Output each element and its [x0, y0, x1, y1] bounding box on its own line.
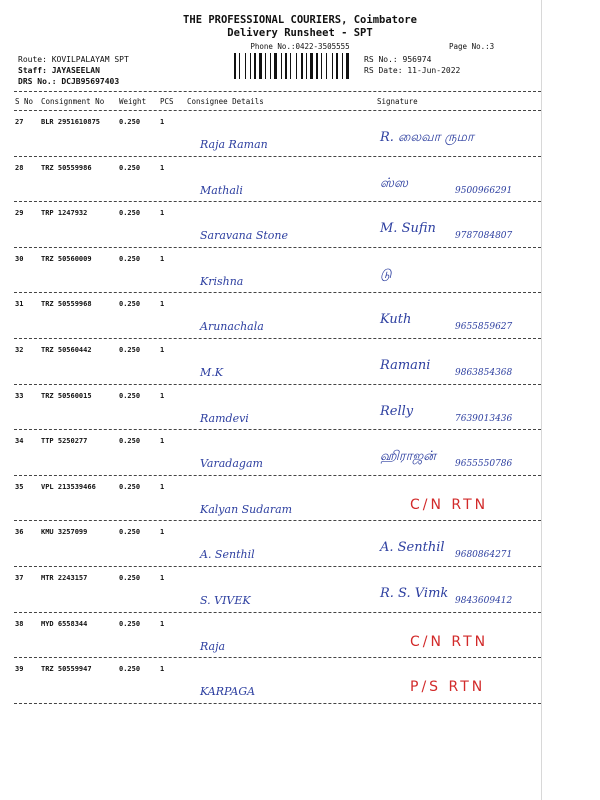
consignee-name: Raja Raman — [200, 138, 268, 151]
column-header-consignee: Consignee Details — [187, 97, 264, 106]
signature-handwriting: டு — [380, 266, 392, 282]
consignee-name: S. VIVEK — [200, 594, 251, 607]
serial-number: 31 — [15, 300, 24, 309]
document-title — [0, 14, 600, 40]
consignment-number: TRZ 50560442 — [41, 346, 92, 354]
signature-handwriting: ஹிராஜன் — [380, 449, 436, 465]
serial-number: 39 — [15, 665, 24, 674]
pieces-count: 1 — [160, 254, 165, 263]
table-row — [0, 110, 541, 156]
pieces-count: 1 — [160, 437, 165, 446]
barcode — [234, 53, 356, 79]
pieces-count: 1 — [160, 300, 165, 309]
handwritten-phone: 9655859627 — [455, 322, 513, 333]
pieces-count: 1 — [160, 209, 165, 218]
consignment-number: TRZ 50559986 — [41, 163, 92, 172]
signature-handwriting: R. லைவா ருமா — [380, 130, 474, 145]
pieces-count: 1 — [160, 118, 165, 126]
table-row — [0, 384, 541, 430]
handwritten-phone: 7639013436 — [455, 413, 513, 424]
weight-value: 0.250 — [119, 391, 141, 400]
consignee-name: Mathali — [200, 183, 243, 197]
table-row — [0, 612, 541, 658]
consignment-number: KMU 3257099 — [41, 528, 88, 537]
consignee-name: Arunachala — [200, 320, 264, 334]
weight-value: 0.250 — [119, 346, 141, 354]
page-number: Page No.:3 — [449, 42, 495, 51]
pieces-count: 1 — [160, 528, 165, 537]
consignee-name: Kalyan Sudaram — [200, 502, 293, 516]
consignment-number: TRZ 50559947 — [41, 665, 92, 674]
consignment-number: BLR 2951610875 — [41, 118, 101, 126]
consignee-name: Ramdevi — [200, 411, 249, 425]
consignment-number: TTP 5250277 — [41, 437, 88, 446]
consignee-name: KARPAGA — [200, 685, 256, 699]
serial-number: 29 — [15, 209, 24, 218]
table-row — [0, 657, 541, 703]
column-header-signature: Signature — [377, 97, 418, 106]
table-row — [0, 292, 541, 338]
table-row — [0, 156, 541, 202]
signature-handwriting: M. Sufin — [380, 221, 436, 237]
weight-value: 0.250 — [119, 254, 141, 263]
handwritten-phone: 9843609412 — [455, 596, 513, 606]
pieces-count: 1 — [160, 665, 165, 674]
consignment-number: VPL 213539466 — [41, 482, 96, 491]
signature-handwriting: Ramani — [380, 358, 431, 373]
serial-number: 37 — [15, 574, 24, 582]
table-row — [0, 566, 541, 612]
consignee-name: Varadagam — [200, 457, 263, 471]
table-row — [0, 475, 541, 521]
serial-number: 28 — [15, 163, 24, 172]
consignment-number: TRZ 50560015 — [41, 391, 92, 400]
signature-handwriting: ஸ்ஸ — [380, 175, 408, 191]
consignment-number: MYD 6558344 — [41, 619, 88, 628]
signature-handwriting: Kuth — [380, 312, 412, 328]
pieces-count: 1 — [160, 163, 165, 172]
serial-number: 35 — [15, 482, 24, 491]
handwritten-phone: 9655550786 — [455, 459, 513, 470]
consignee-name: Krishna — [200, 274, 244, 288]
drs-number: DRS No.: DCJB95697403 — [18, 77, 120, 86]
table-row — [0, 520, 541, 566]
column-header-weight: Weight — [119, 97, 147, 106]
handwritten-phone: 9787084807 — [455, 231, 513, 242]
header-divider-top — [14, 91, 541, 92]
return-remark: P/S RTN — [410, 679, 486, 696]
rs-number: RS No.: 956974 — [364, 55, 432, 64]
consignee-name: A. Senthil — [200, 548, 255, 562]
column-header-sno: S No — [15, 97, 34, 106]
weight-value: 0.250 — [119, 574, 141, 582]
return-remark: C/N RTN — [410, 496, 489, 513]
table-row — [0, 429, 541, 475]
rs-info — [364, 54, 460, 76]
table-row — [0, 247, 541, 293]
pieces-count: 1 — [160, 574, 165, 582]
serial-number: 32 — [15, 346, 24, 354]
weight-value: 0.250 — [119, 619, 141, 628]
rs-date: RS Date: 11-Jun-2022 — [364, 66, 461, 75]
weight-value: 0.250 — [119, 482, 141, 491]
consignment-number: TRZ 50560009 — [41, 254, 92, 263]
pieces-count: 1 — [160, 482, 165, 491]
margin-line — [541, 0, 542, 800]
consignee-name: Raja — [200, 639, 226, 653]
serial-number: 33 — [15, 391, 24, 400]
pieces-count: 1 — [160, 391, 165, 400]
consignment-number: MTR 2243157 — [41, 574, 88, 582]
serial-number: 27 — [15, 118, 24, 126]
weight-value: 0.250 — [119, 209, 141, 218]
return-remark: C/N RTN — [410, 633, 489, 650]
row-divider — [14, 703, 541, 704]
table-row — [0, 338, 541, 384]
runsheet-title: Delivery Runsheet - SPT — [227, 27, 373, 39]
signature-handwriting: Relly — [380, 403, 414, 419]
signature-handwriting: A. Senthil — [380, 540, 445, 556]
pieces-count: 1 — [160, 346, 165, 354]
consignment-number: TRZ 50559968 — [41, 300, 92, 309]
serial-number: 36 — [15, 528, 24, 537]
column-header-consignment: Consignment No — [41, 97, 105, 106]
handwritten-phone: 9680864271 — [455, 550, 513, 561]
pieces-count: 1 — [160, 619, 165, 628]
consignee-name: Saravana Stone — [200, 229, 288, 243]
phone-number: Phone No.:0422-3505555 — [250, 42, 350, 51]
weight-value: 0.250 — [119, 528, 141, 537]
signature-handwriting: R. S. Vimk — [380, 586, 449, 601]
serial-number: 34 — [15, 437, 24, 446]
staff-label: Staff: JAYASEELAN — [18, 66, 100, 75]
serial-number: 38 — [15, 619, 24, 628]
company-name: THE PROFESSIONAL COURIERS, Coimbatore — [183, 14, 417, 26]
route-label: Route: KOVILPALAYAM SPT — [18, 55, 129, 64]
handwritten-phone: 9500966291 — [455, 185, 513, 196]
handwritten-phone: 9863854368 — [455, 368, 513, 378]
consignment-number: TRP 1247932 — [41, 209, 88, 218]
consignee-name: M.K — [200, 366, 223, 379]
weight-value: 0.250 — [119, 118, 141, 126]
serial-number: 30 — [15, 254, 24, 263]
weight-value: 0.250 — [119, 163, 141, 172]
weight-value: 0.250 — [119, 300, 141, 309]
route-info — [18, 54, 129, 87]
table-row — [0, 201, 541, 247]
weight-value: 0.250 — [119, 665, 141, 674]
column-header-pcs: PCS — [160, 97, 174, 106]
weight-value: 0.250 — [119, 437, 141, 446]
